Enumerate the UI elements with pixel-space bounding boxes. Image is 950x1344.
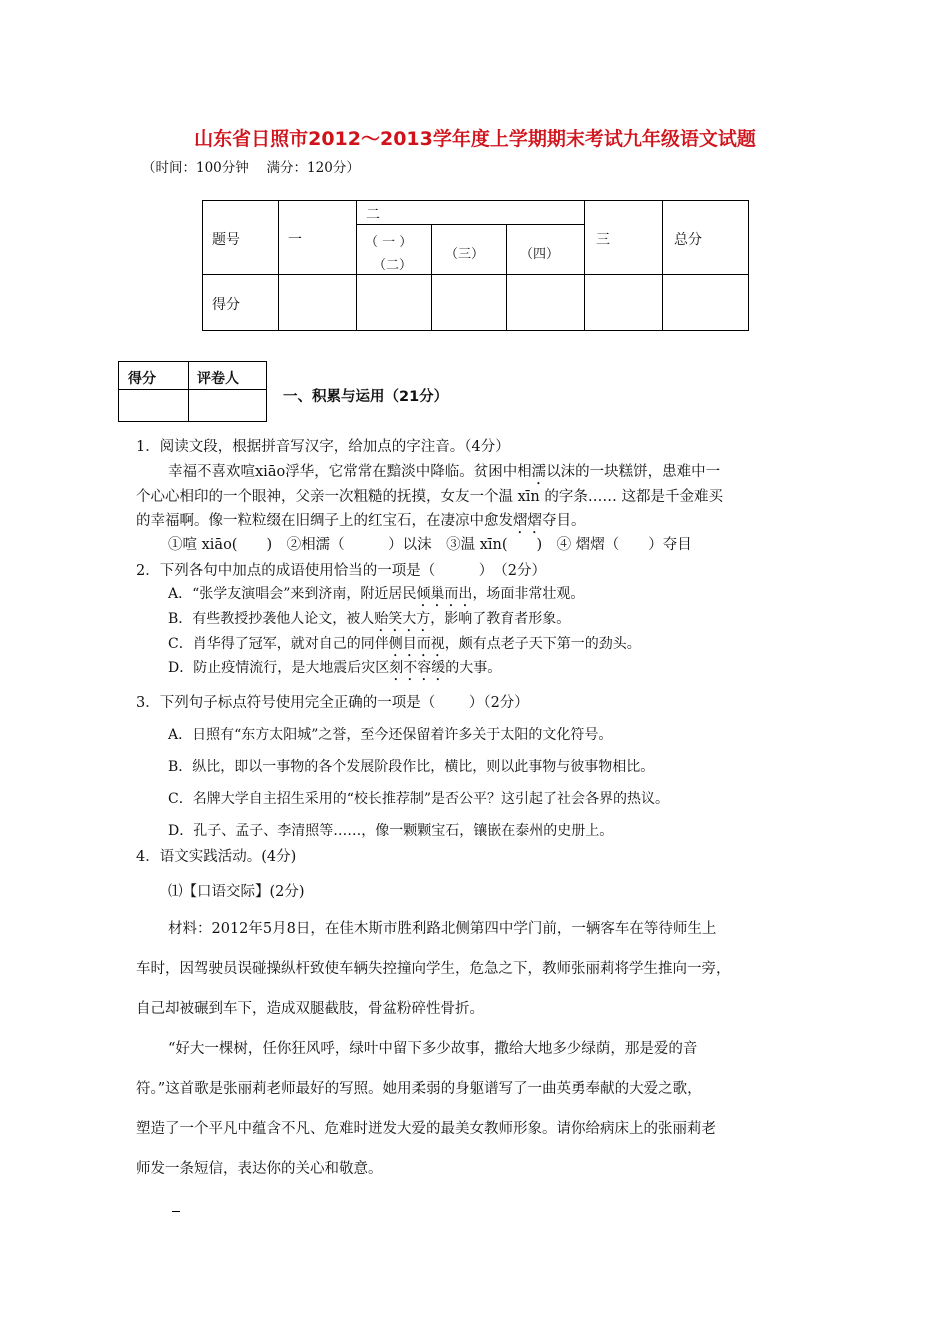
q4-material-line5: 符。”这首歌是张丽莉老师最好的写照。她用柔弱的身躯谱写了一曲英勇奉献的大爱之歌， [136,1081,702,1097]
q4-material-line2: 车时，因驾驶员误碰操纵杆致使车辆失控撞向学生，危急之下，教师张丽莉将学生推向一旁， [136,961,731,977]
q4-material-line1: 材料：2012年5月8日，在佳木斯市胜利路北侧第四中学门前，一辆客车在等待师生上 [168,921,717,937]
table-col-one: 一 [288,232,302,248]
q1-stem: 1．阅读文段，根据拼音写汉字，给加点的字注音。（4分） [136,439,510,455]
table-col-total: 总分 [674,232,702,248]
table-col-two-sub1b: （二） [373,258,413,273]
q2-option-c: C．肖华得了冠军，就对自己的同伴侧目而视，颇有点老子天下第一的劲头。 [168,636,641,652]
q4-sub1-heading: ⑴【口语交际】(2分) [168,884,305,900]
q4-material-line6: 塑造了一个平凡中蕴含不凡、危难时迸发大爱的最美女教师形象。请你给病床上的张丽莉老 [136,1121,716,1137]
answer-blank-line[interactable] [172,1211,180,1212]
table-col-two-sub1a: （ 一 ） [365,235,413,250]
q2-option-d: D．防止疫情流行，是大地震后灾区刻不容缓的大事。 [168,660,502,676]
q1-passage-line1: 幸福不喜欢喧xiāo浮华，它常常在黯淡中降临。贫困中相濡以沫的一块糕饼，患难中一 [168,464,721,480]
q4-material-line3: 自己却被碾到车下，造成双腿截肢，骨盆粉碎性骨折。 [136,1001,484,1017]
q1-dotted-char-1: 濡 [531,464,547,480]
q3-option-b: B．纵比，即以一事物的各个发展阶段作比，横比，则以此事物与彼事物相比。 [168,759,655,775]
q1-passage-line3: 的幸福啊。像一粒粒缀在旧绸子上的红宝石，在凄凉中愈发熠熠夺目。 [136,513,586,529]
table-col-two: 二 [366,207,380,223]
table-label-question-number: 题号 [212,232,240,248]
q4-stem: 4．语文实践活动。(4分) [136,849,297,865]
q3-option-c: C．名牌大学自主招生采用的“校长推荐制”是否公平？这引起了社会各界的热议。 [168,791,670,807]
q1-passage-line2: 个心心相印的一个眼神，父亲一次粗糙的抚摸，女友一个温 xīn 的字条…… 这都是千金难买 [136,489,723,505]
q4-material-line4: “好大一棵树，任你狂风呼，绿叶中留下多少故事，撒给大地多少绿荫，那是爱的音 [168,1041,698,1057]
grader-score-label: 得分 [128,371,156,387]
q2-option-b: B．有些教授抄袭他人论文，被人贻笑大方，影响了教育者形象。 [168,611,571,627]
q2-option-a: A．“张学友演唱会”来到济南，附近居民倾巢而出，场面非常壮观。 [168,586,585,602]
grader-label: 评卷人 [197,371,239,387]
page-title: 山东省日照市2012～2013学年度上学期期末考试九年级语文试题 [194,128,756,150]
q1-answer-line: ①喧 xiāo( ) ②相濡（ ）以沫 ③温 xīn( ) ④ 熠熠（ ）夺目 [168,537,692,553]
q3-option-d: D．孔子、孟子、李清照等……，像一颗颗宝石，镶嵌在泰州的史册上。 [168,823,614,839]
table-col-two-sub3: （四） [520,247,560,262]
exam-info: （时间：100分钟 满分：120分） [142,160,360,176]
table-label-score: 得分 [212,297,240,313]
q3-option-a: A．日照有“东方太阳城”之誉，至今还保留着许多关于太阳的文化符号。 [168,727,613,743]
q3-stem: 3．下列句子标点符号使用完全正确的一项是（ ）（2分） [136,695,529,711]
q2-stem: 2．下列各句中加点的成语使用恰当的一项是（ ） （2分） [136,563,546,579]
q4-material-line7: 师发一条短信，表达你的关心和敬意。 [136,1161,383,1177]
table-col-two-sub2: （三） [445,247,485,262]
section-one-heading: 一、积累与运用（21分） [283,389,449,405]
q1-dotted-char-2: 熠熠 [513,513,542,529]
table-col-three: 三 [596,232,610,248]
